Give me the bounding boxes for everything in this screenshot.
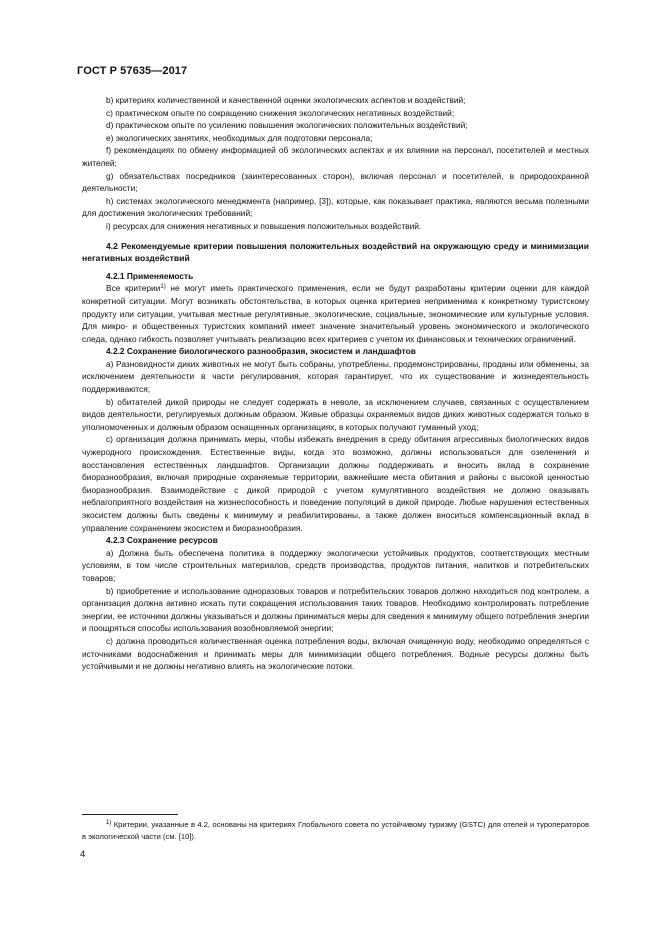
paragraph: a) Должна быть обеспечена политика в поддержку экологически устойчивых продуктов, соответствующих местным условиям, в том числе строительных материалов, средств производства, продуктов питания, напитков и потребительских товаров; (82, 547, 589, 583)
paragraph: b) приобретение и использование одноразовых товаров и потребительских товаров должно находиться под контролем, а организация должна активно искать пути сокращения использования таких товаров. Необходимо контролировать потребление энергии, ее источники должны указываться и должны приниматься меры для сведения к минимуму общего потребления энергии и поощряться способы использования возобновляемой энергии; (82, 585, 589, 634)
page-number: 4 (80, 849, 86, 860)
list-item: c) практическом опыте по сокращению снижения экологических негативных воздействий; (106, 107, 455, 118)
section-title-4-2: 4.2 Рекомендуемые критерии повышения положительных воздействий на окружающую среду и минимизации негативных воздействий (82, 240, 589, 264)
footnote-reference: 1) (160, 284, 166, 291)
criteria-list (82, 94, 589, 233)
document-header: ГОСТ Р 57635—2017 (77, 65, 188, 77)
paragraph-text-rest: не могут иметь практического применения, если не будут разработаны критерии оценки для каждой конкретной ситуации. Могут возникать обстоятельства, в которых оценка критериев неприменима к конкретному туристскому продукту или ситуации, учитывая местные регулятивные, экологические, социальные, экономические или культурные условия. Для микро- и общественных туристских компаний имеет значение значительный уровень экономического и экологического следа, однако гибкость позволяет учитывать реализацию всех критериев с учетом их финансовых и технических ограничений. (82, 283, 590, 344)
list-item: f) рекомендациях по обмену информацией об экологических аспектах и их влиянии на персонал, посетителей и местных жителей; (82, 145, 589, 168)
subsection-title-4-2-3: 4.2.3 Сохранение ресурсов (106, 535, 218, 546)
list-item: e) экологических занятиях, необходимых для подготовки персонала; (106, 132, 373, 143)
subsection-title-4-2-1: 4.2.1 Применяемость (106, 270, 194, 281)
footnote-divider (82, 814, 178, 815)
list-item: g) обязательствах посредников (заинтересованных сторон), включая персонал и посетителей, в природоохранной деятельности; (82, 170, 589, 194)
footnote (82, 819, 589, 842)
subsection-title-4-2-2: 4.2.2 Сохранение биологического разнообразия, экосистем и ландшафтов (106, 346, 416, 357)
footnote-body: Критерии, указанные в 4.2, основаны на критериях Глобального совета по устойчивому туризму (GSTC) для отелей и туроператоров в экологической части (см. [10]). (82, 820, 589, 841)
list-item: h) системах экологического менеджмента (например, [3]), которые, как показывает практика, являются весьма полезными для достижения экологических требований; (82, 195, 589, 219)
paragraph-4-2-1 (82, 282, 589, 345)
paragraph: c) должна проводиться количественная оценка потребления воды, включая очищенную воду, необходимо определяться с источниками водоснабжения и принимать меры для минимизации общего потребления. Водные ресурсы должны быть устойчивыми и не должны негативно влиять на экологические потоки. (82, 635, 589, 672)
paragraph: a) Разновидности диких животных не могут быть собраны, употреблены, продемонстрированы, проданы или обменены, за исключением деятельности в части регулирования, которая гарантирует, что их существование и жизнедеятельность поддерживаются; (82, 358, 589, 395)
list-item: i) ресурсах для снижения негативных и повышения положительных воздействий. (106, 220, 422, 231)
list-item: d) практическом опыте по усилению повышения экологических положительных воздействий; (106, 120, 468, 131)
footnote-mark: 1) (106, 820, 112, 826)
document-body (82, 94, 589, 673)
paragraph: c) организация должна принимать меры, чтобы избежать внедрения в среду обитания агрессивных биологических видов чужеродного происхождения. Естественные виды, когда это возможно, должны использоваться для озеленения и восстановления естественных ландшафтов. Организации должны поддерживать и вносить вклад в сохранение биоразнообразия, включая природные охраняемые территории, важнейшие места обитания и районы с высокой ценностью биоразнообразия. Взаимодействие с дикой природой с учетом кумулятивного воздействия не должно оказывать неблагоприятного воздействия на жизнеспособность и поведение популяций в дикой природе. Любые нарушения естественных экосистем должны быть сведены к минимуму и реабилитированы, а также должен вноситься компенсационный вклад в управление сохранением экосистем и биоразнообразия. (82, 434, 589, 533)
list-item: b) критериях количественной и качественной оценки экологических аспектов и воздействий; (106, 95, 466, 105)
footnote-text (82, 819, 589, 842)
paragraph: b) обитателей дикой природы не следует содержать в неволе, за исключением случаев, связанных с осуществлением видов деятельности, регулируемых должным образом. Живые образцы охраняемых видов диких животных содержатся только в уполномоченных и должным образом оснащенных организациях, в которых получают гуманный уход; (82, 396, 589, 432)
paragraph-text-start: Все критерии (106, 283, 161, 294)
